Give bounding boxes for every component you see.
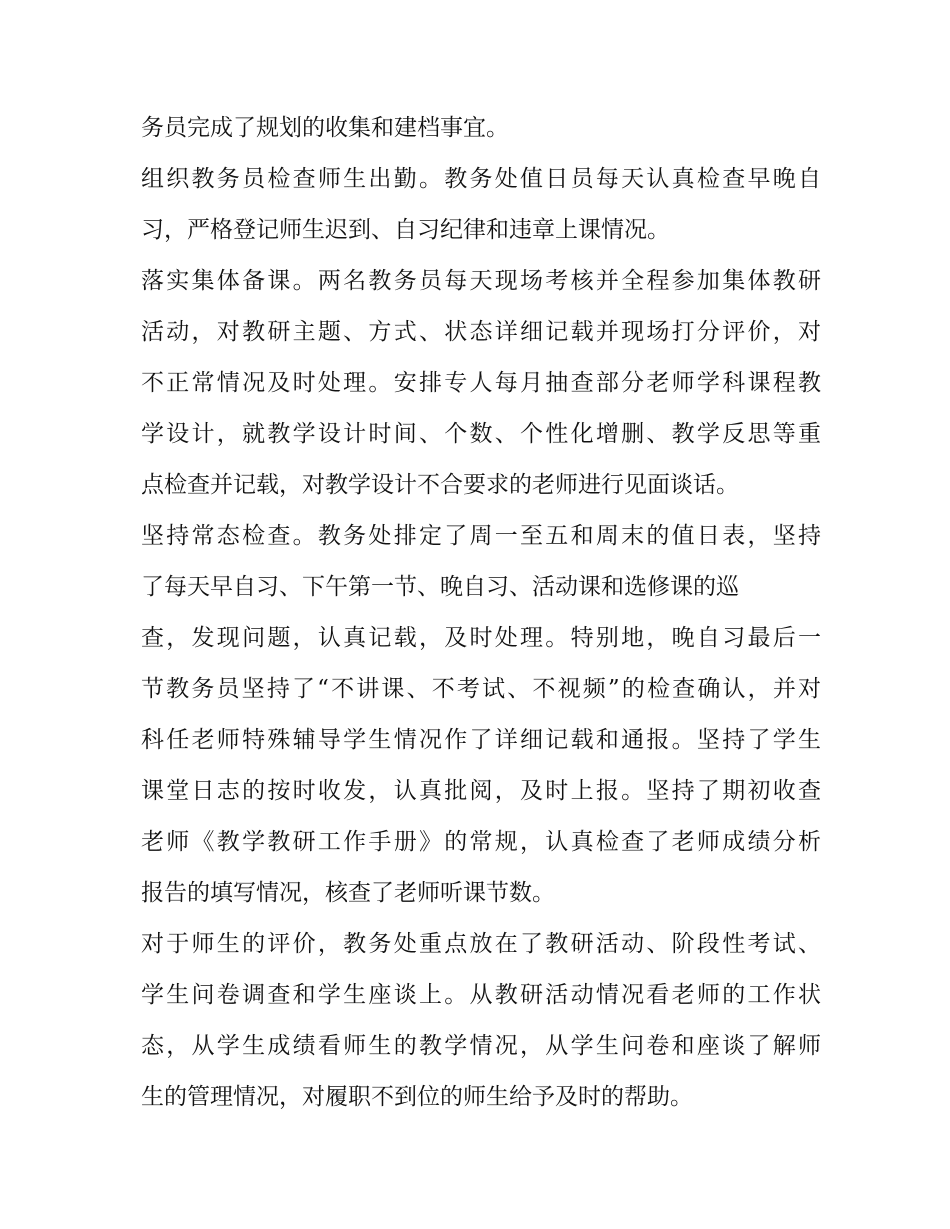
text-line-15: 老师《教学教研工作手册》的常规，认真检查了老师成绩分析 (141, 829, 821, 855)
text-line-17: 对于师生的评价，教务处重点放在了教研活动、阶段性考试、 (141, 931, 821, 957)
text-line-2: 组织教务员检查师生出勤。教务处值日员每天认真检查早晚自 (141, 166, 821, 192)
text-line-18: 学生问卷调查和学生座谈上。从教研活动情况看老师的工作状 (141, 982, 821, 1008)
text-line-6: 不正常情况及时处理。安排专人每月抽查部分老师学科课程教 (141, 370, 821, 396)
text-line-19: 态，从学生成绩看师生的教学情况，从学生问卷和座谈了解师 (141, 1033, 821, 1059)
text-line-13: 科任老师特殊辅导学生情况作了详细记载和通报。坚持了学生 (141, 727, 821, 753)
text-line-4: 落实集体备课。两名教务员每天现场考核并全程参加集体教研 (141, 268, 821, 294)
text-line-1: 务员完成了规划的收集和建档事宜。 (141, 115, 509, 141)
text-line-5: 活动，对教研主题、方式、状态详细记载并现场打分评价，对 (141, 319, 821, 345)
text-line-20: 生的管理情况，对履职不到位的师生给予及时的帮助。 (141, 1084, 693, 1110)
text-line-10: 了每天早自习、下午第一节、晚自习、活动课和选修课的巡 (141, 574, 739, 600)
text-line-9: 坚持常态检查。教务处排定了周一至五和周末的值日表，坚持 (141, 523, 821, 549)
text-line-7: 学设计，就教学设计时间、个数、个性化增删、教学反思等重 (141, 421, 821, 447)
text-line-8: 点检查并记载，对教学设计不合要求的老师进行见面谈话。 (141, 472, 739, 498)
text-line-3: 习，严格登记师生迟到、自习纪律和违章上课情况。 (141, 217, 670, 243)
text-line-12: 节教务员坚持了“不讲课、不考试、不视频”的检查确认，并对 (141, 676, 821, 702)
text-line-11: 查，发现问题，认真记载，及时处理。特别地，晚自习最后一 (141, 625, 821, 651)
text-line-14: 课堂日志的按时收发，认真批阅，及时上报。坚持了期初收查 (141, 778, 821, 804)
text-line-16: 报告的填写情况，核查了老师听课节数。 (141, 880, 555, 906)
